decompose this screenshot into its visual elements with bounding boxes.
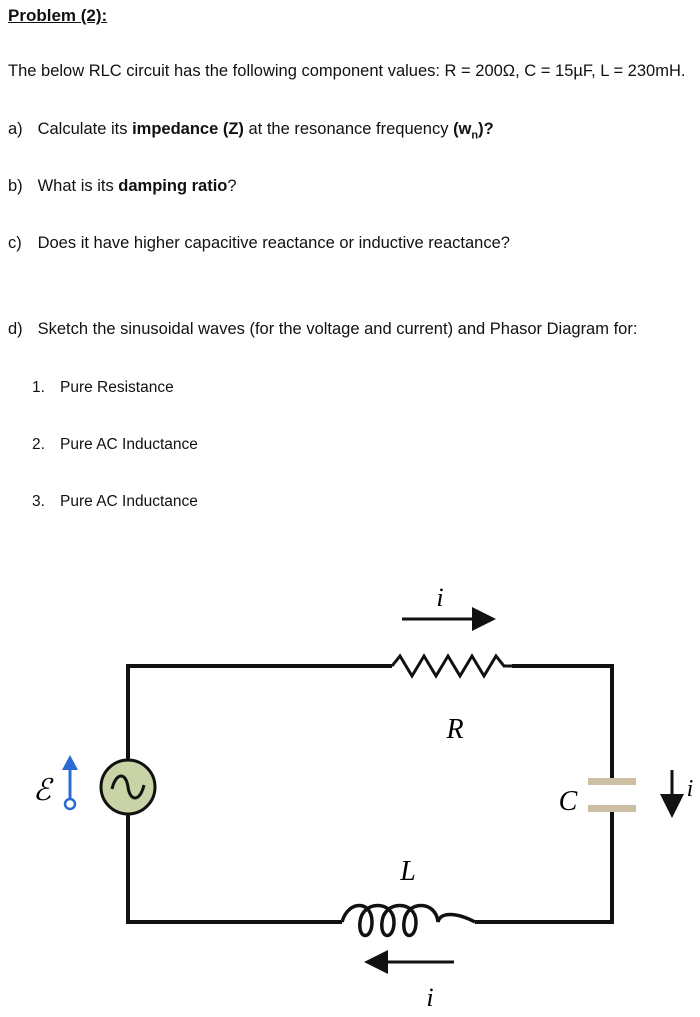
current-label-right: i	[686, 776, 694, 802]
inductor-label: L	[400, 856, 416, 887]
subitem-2-num: 2.	[32, 436, 45, 453]
question-b-text-1: What is its	[37, 177, 119, 195]
question-d-label: d)	[8, 320, 23, 338]
subitem-3-text: Pure AC Inductance	[60, 493, 198, 510]
problem-intro: The below RLC circuit has the following component values: R = 200Ω, C = 15µF, L = 230mH.	[8, 62, 686, 80]
emf-label: ℰ	[32, 774, 52, 807]
question-a	[8, 120, 494, 141]
capacitor	[588, 778, 636, 812]
capacitor-label: C	[558, 786, 578, 817]
current-label-bottom: i	[426, 983, 434, 1012]
subitem-1-num: 1.	[32, 379, 45, 396]
question-a-label: a)	[8, 120, 23, 138]
rlc-circuit-diagram	[0, 560, 700, 1017]
problem-title: Problem (2):	[8, 6, 108, 25]
question-b-text-2: ?	[227, 177, 237, 195]
subitem-2	[32, 436, 198, 454]
inductor-coil	[342, 906, 475, 936]
question-d	[8, 320, 637, 339]
question-c	[8, 234, 510, 253]
current-label-top: i	[436, 583, 444, 612]
question-b-bold-damping: damping ratio	[118, 177, 228, 195]
question-c-label: c)	[8, 234, 22, 252]
subitem-2-text: Pure AC Inductance	[60, 436, 198, 453]
question-d-text: Sketch the sinusoidal waves (for the voltage and current) and Phasor Diagram for:	[37, 320, 638, 338]
subitem-3-num: 3.	[32, 493, 45, 510]
resistor-label: R	[446, 714, 464, 745]
question-c-text: Does it have higher capacitive reactance or inductive reactance?	[37, 234, 510, 252]
question-b	[8, 177, 237, 196]
subitem-3	[32, 493, 198, 511]
question-b-label: b)	[8, 177, 23, 195]
circuit-wires	[128, 666, 612, 922]
resistor-zigzag	[392, 656, 512, 676]
subitem-1-text: Pure Resistance	[60, 379, 174, 396]
question-a-text-2: at the resonance frequency	[243, 120, 454, 138]
subitem-1	[32, 379, 174, 397]
question-a-omega: $(w_n)$?	[453, 120, 494, 142]
question-a-text-1: Calculate its	[37, 120, 133, 138]
emf-arrow	[62, 755, 78, 809]
question-a-bold-impedance: impedance (Z)	[132, 120, 244, 138]
